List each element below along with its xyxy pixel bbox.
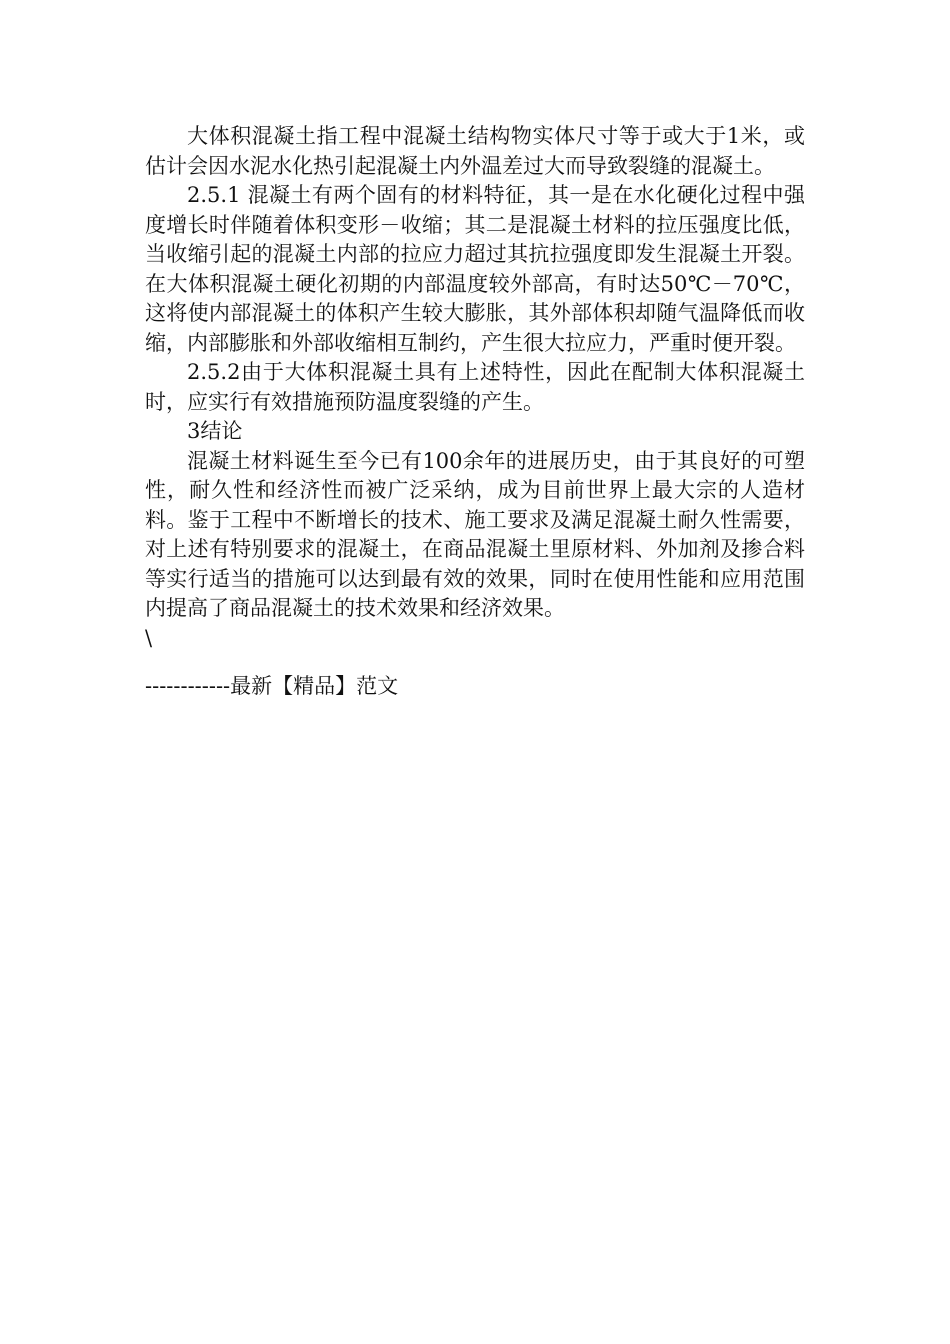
- trailing-backslash: \: [145, 625, 153, 650]
- document-body: [145, 122, 805, 653]
- section-heading-conclusion: 3结论: [187, 419, 243, 443]
- paragraph-2-5-1: 2.5.1 混凝土有两个固有的材料特征，其一是在水化硬化过程中强度增长时伴随着体积变形－收缩；其二是混凝土材料的拉压强度比低，当收缩引起的混凝土内部的拉应力超过其抗拉强度即发生混凝土开裂。在大体积混凝土硬化初期的内部温度较外部高，有时达50℃－70℃，这将使内部混凝土的体积产生较大膨胀，其外部体积却随气温降低而收缩，内部膨胀和外部收缩相互制约，产生很大拉应力，严重时便开裂。: [145, 183, 805, 355]
- footer-text: ------------最新【精品】范文: [145, 674, 399, 698]
- paragraph-conclusion: 混凝土材料诞生至今已有100余年的进展历史，由于其良好的可塑性，耐久性和经济性而被广泛采纳，成为目前世界上最大宗的人造材料。鉴于工程中不断增长的技术、施工要求及满足混凝土耐久性需要，对上述有特别要求的混凝土，在商品混凝土里原材料、外加剂及掺合料等实行适当的措施可以达到最有效的效果，同时在使用性能和应用范围内提高了商品混凝土的技术效果和经济效果。: [145, 448, 805, 620]
- paragraph-definition: 大体积混凝土指工程中混凝土结构物实体尺寸等于或大于1米，或估计会因水泥水化热引起混凝土内外温差过大而导致裂缝的混凝土。: [145, 124, 805, 178]
- paragraph-2-5-2: 2.5.2由于大体积混凝土具有上述特性，因此在配制大体积混凝土时，应实行有效措施预防温度裂缝的产生。: [145, 360, 805, 414]
